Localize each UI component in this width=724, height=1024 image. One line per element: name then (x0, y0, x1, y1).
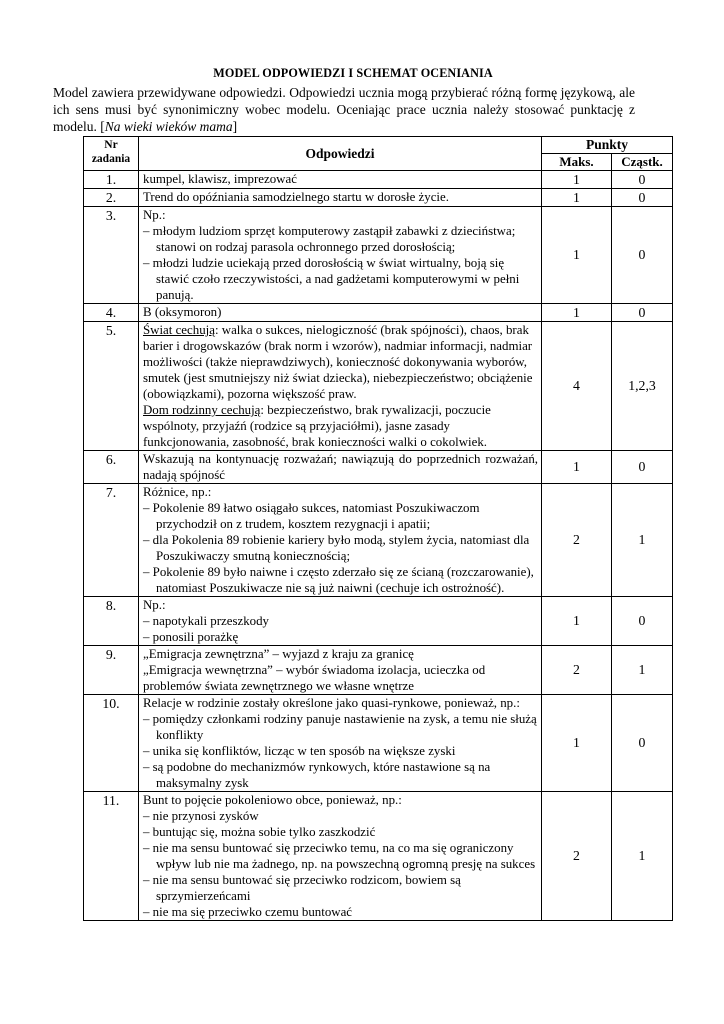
answer-text: : walka o sukces, nielogiczność (brak spójności), chaos, brak barier i drogowskazów (brak norm i wzorów), nadmiar informacji, nadmiar możliwości (także nieprawdziwych), konieczność dokonywania wyborów, smutek (jest smutniejszy niż świat dziecka), niebezpieczeństwo; obciążenie (obowiązkami), pozorna większość praw. (143, 323, 533, 401)
answer-line: Bunt to pojęcie pokoleniowo obce, ponieważ, np.: (143, 793, 402, 807)
table-row (84, 695, 673, 792)
header-odpowiedzi: Odpowiedzi (139, 137, 542, 171)
task-number: 6. (84, 451, 139, 484)
answer-line: – są podobne do mechanizmów rynkowych, które nastawione są na maksymalny zysk (143, 760, 491, 790)
document-page (53, 66, 673, 135)
max-points: 1 (542, 451, 612, 484)
answer-cell (139, 207, 542, 304)
answer-line: – nie ma sensu buntować się przeciwko rodzicom, bowiem są sprzymierzeńcami (143, 873, 461, 903)
answer-cell (139, 484, 542, 597)
answer-line: Trend do opóźniania samodzielnego startu w dorosłe życie. (143, 190, 449, 204)
max-points: 1 (542, 207, 612, 304)
answer-line: – Pokolenie 89 łatwo osiągało sukces, natomiast Poszukiwaczom przychodził on z trudem, kosztem rezygnacji i apatii; (143, 501, 480, 531)
partial-points: 1 (612, 484, 673, 597)
answer-line: – pomiędzy członkami rodziny panuje nastawienie na zysk, a temu nie służą konflikty (143, 712, 537, 742)
table-row (84, 171, 673, 189)
task-number: 4. (84, 304, 139, 322)
table-row (84, 304, 673, 322)
answer-line: – unika się konfliktów, licząc w ten sposób na większe zyski (143, 744, 456, 758)
task-number: 7. (84, 484, 139, 597)
answer-underlined-term: Świat cechują (143, 323, 215, 337)
answer-line: „Emigracja zewnętrzna” – wyjazd z kraju za granicę (143, 647, 414, 661)
header-nr (84, 137, 139, 171)
answer-line: – nie ma sensu buntować się przeciwko temu, na co ma się ograniczony wpływ lub nie ma żadnego, np. na powszechną ogromną presję na sukces (143, 841, 536, 871)
answer-line: – napotykali przeszkody (143, 614, 270, 628)
header-punkty: Punkty (542, 137, 673, 154)
intro-italic-title: Na wieki wieków mama (104, 119, 233, 134)
table-row (84, 646, 673, 695)
answer-line: kumpel, klawisz, imprezować (143, 172, 297, 186)
answer-line: – nie przynosi zysków (143, 809, 259, 823)
table-row (84, 597, 673, 646)
max-points: 1 (542, 597, 612, 646)
intro-text: Model zawiera przewidywane odpowiedzi. Odpowiedzi ucznia mogą przybierać różną formę językową, ale ich sens musi być synonimiczny wobec modelu. Oceniając prace ucznia należy stosować punktację z modelu. [ (53, 85, 635, 134)
partial-points: 0 (612, 171, 673, 189)
max-points: 2 (542, 646, 612, 695)
answer-line: – młodym ludziom sprzęt komputerowy zastąpił zabawki z dzieciństwa; stanowi on rodzaj parasola ochronnego przed dorosłością; (143, 224, 516, 254)
answer-cell (139, 322, 542, 451)
answer-line: Np.: (143, 598, 166, 612)
answer-line: „Emigracja wewnętrzna” – wybór świadoma izolacja, ucieczka od problemów świata zewnętrznego we własne wnętrze (143, 663, 486, 693)
task-number: 2. (84, 189, 139, 207)
table-row (84, 322, 673, 451)
task-number: 10. (84, 695, 139, 792)
answer-line: – nie ma się przeciwko czemu buntować (143, 905, 353, 919)
max-points: 4 (542, 322, 612, 451)
intro-paragraph (53, 84, 635, 135)
answer-paragraph (143, 322, 538, 402)
answer-line: Relacje w rodzinie zostały określone jako quasi-rynkowe, ponieważ, np.: (143, 696, 520, 710)
answer-cell (139, 304, 542, 322)
partial-points: 0 (612, 597, 673, 646)
document-title: MODEL ODPOWIEDZI I SCHEMAT OCENIANIA (213, 66, 493, 80)
max-points: 2 (542, 792, 612, 921)
answer-line: – buntując się, można sobie tylko zaszkodzić (143, 825, 376, 839)
answer-cell (139, 171, 542, 189)
task-number: 5. (84, 322, 139, 451)
max-points: 2 (542, 484, 612, 597)
task-number: 3. (84, 207, 139, 304)
partial-points: 0 (612, 451, 673, 484)
answer-line: Różnice, np.: (143, 485, 212, 499)
answer-line: – Pokolenie 89 było naiwne i często zderzało się ze ścianą (rozczarowanie), natomiast Poszukiwacze nie są już naiwni (cechuje ich ostrożność). (143, 565, 534, 595)
header-maks: Maks. (542, 154, 612, 171)
answer-text: : bezpieczeństwo, brak rywalizacji, poczucie wspólnoty, przyjaźń (rodzice są przyjaciółmi), jasne zasady funkcjonowania, zasobność, brak konieczności walki o cokolwiek. (143, 403, 491, 449)
partial-points: 1 (612, 792, 673, 921)
table-row (84, 484, 673, 597)
answer-cell (139, 189, 542, 207)
max-points: 1 (542, 189, 612, 207)
partial-points: 0 (612, 207, 673, 304)
answer-line: – młodzi ludzie uciekają przed dorosłością w świat wirtualny, boją się stawić czoło rzeczywistości, a nad gadżetami komputerowymi w pełni panują. (143, 256, 520, 302)
answer-line: Wskazują na kontynuację rozważań; nawiązują do poprzednich rozważań, nadają spójność (143, 452, 538, 482)
header-nr-line2: zadania (91, 153, 131, 165)
header-nr-line1: Nr (104, 139, 118, 151)
partial-points: 0 (612, 695, 673, 792)
answer-line: – ponosili porażkę (143, 630, 239, 644)
table-header-row-1 (84, 137, 673, 154)
answer-line: Np.: (143, 208, 166, 222)
answer-cell (139, 646, 542, 695)
table-row (84, 451, 673, 484)
answer-paragraph (143, 402, 538, 450)
partial-points: 1 (612, 646, 673, 695)
scoring-table (83, 136, 673, 921)
answer-cell (139, 597, 542, 646)
max-points: 1 (542, 171, 612, 189)
header-czastk: Cząstk. (612, 154, 673, 171)
table-row (84, 792, 673, 921)
task-number: 8. (84, 597, 139, 646)
table-row (84, 189, 673, 207)
answer-cell (139, 695, 542, 792)
partial-points: 0 (612, 304, 673, 322)
answer-line: – dla Pokolenia 89 robienie kariery było modą, stylem życia, natomiast dla Poszukiwaczy smutną koniecznością; (143, 533, 530, 563)
task-number: 1. (84, 171, 139, 189)
answer-underlined-term: Dom rodzinny cechują (143, 403, 261, 417)
intro-close: ] (232, 119, 238, 134)
answer-cell (139, 792, 542, 921)
partial-points: 1,2,3 (612, 322, 673, 451)
table-body (84, 171, 673, 921)
answer-line: B (oksymoron) (143, 305, 222, 319)
table-row (84, 207, 673, 304)
partial-points: 0 (612, 189, 673, 207)
max-points: 1 (542, 695, 612, 792)
task-number: 9. (84, 646, 139, 695)
task-number: 11. (84, 792, 139, 921)
answer-cell (139, 451, 542, 484)
max-points: 1 (542, 304, 612, 322)
